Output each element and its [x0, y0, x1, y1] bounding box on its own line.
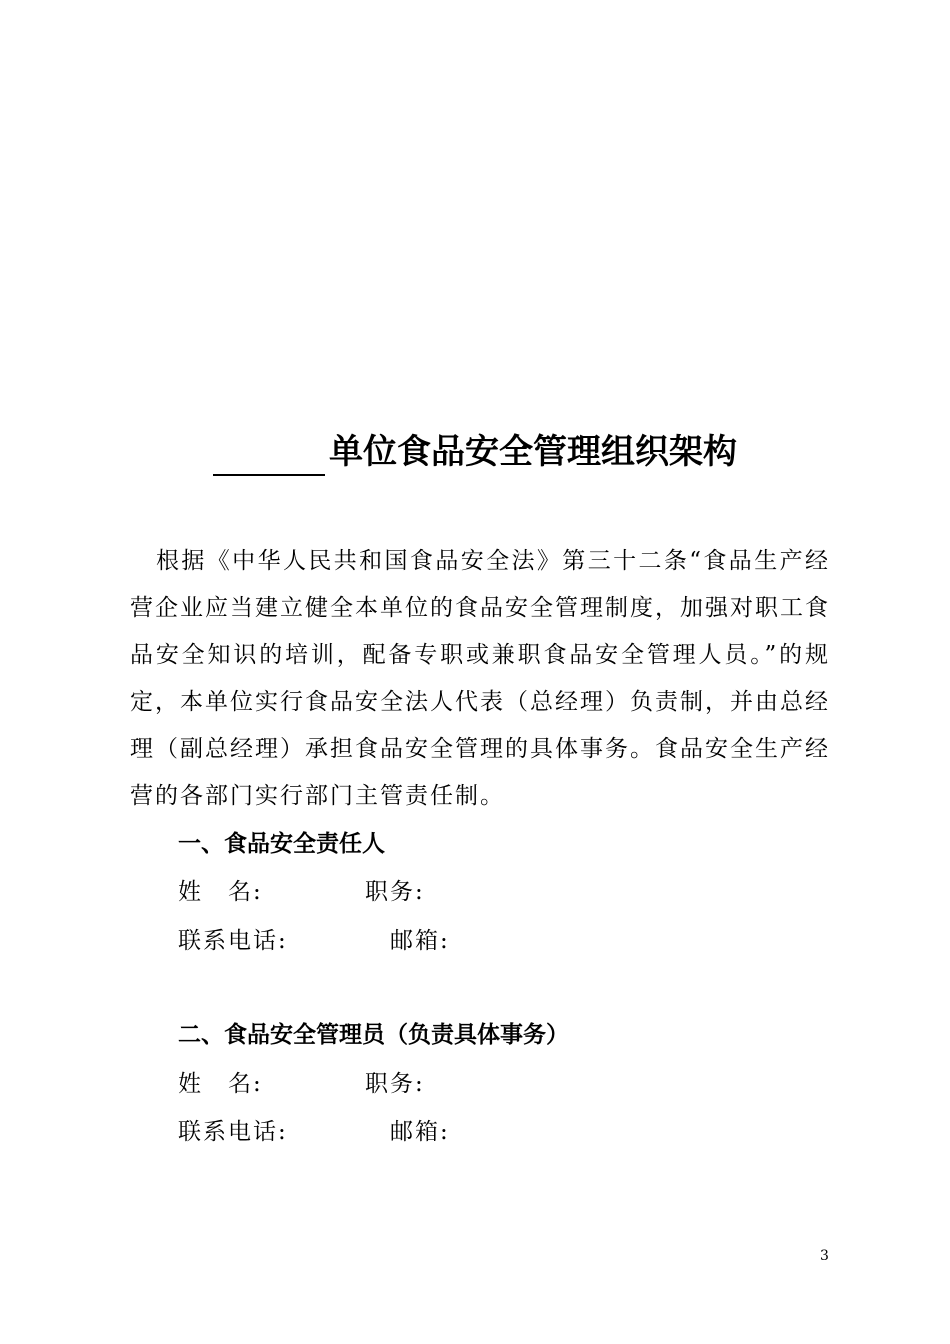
email-label: 邮箱:	[390, 1119, 450, 1145]
section-heading-safety-manager: 二、食品安全管理员（负责具体事务）	[178, 1022, 569, 1048]
position-label: 职务:	[365, 1071, 425, 1097]
unit-name-blank	[213, 434, 325, 476]
phone-label: 联系电话:	[178, 1119, 288, 1145]
name-label: 姓 名:	[178, 879, 263, 905]
document-title	[0, 428, 950, 476]
email-label: 邮箱:	[390, 928, 450, 954]
position-label: 职务:	[365, 879, 425, 905]
section-heading-responsible-person: 一、食品安全责任人	[178, 831, 385, 857]
name-label: 姓 名:	[178, 1071, 263, 1097]
phone-label: 联系电话:	[178, 928, 288, 954]
title-text: 单位食品安全管理组织架构	[329, 432, 737, 472]
page-number: 3	[820, 1248, 829, 1264]
intro-paragraph: 根据《中华人民共和国食品安全法》第三十二条“食品生产经营企业应当建立健全本单位的食品安全管理制度，加强对职工食品安全知识的培训，配备专职或兼职食品安全管理人员。”的规定，本单位实行食品安全法人代表（总经理）负责制，并由总经理（副总经理）承担食品安全管理的具体事务。食品安全生产经营的各部门实行部门主管责任制。	[130, 548, 830, 809]
